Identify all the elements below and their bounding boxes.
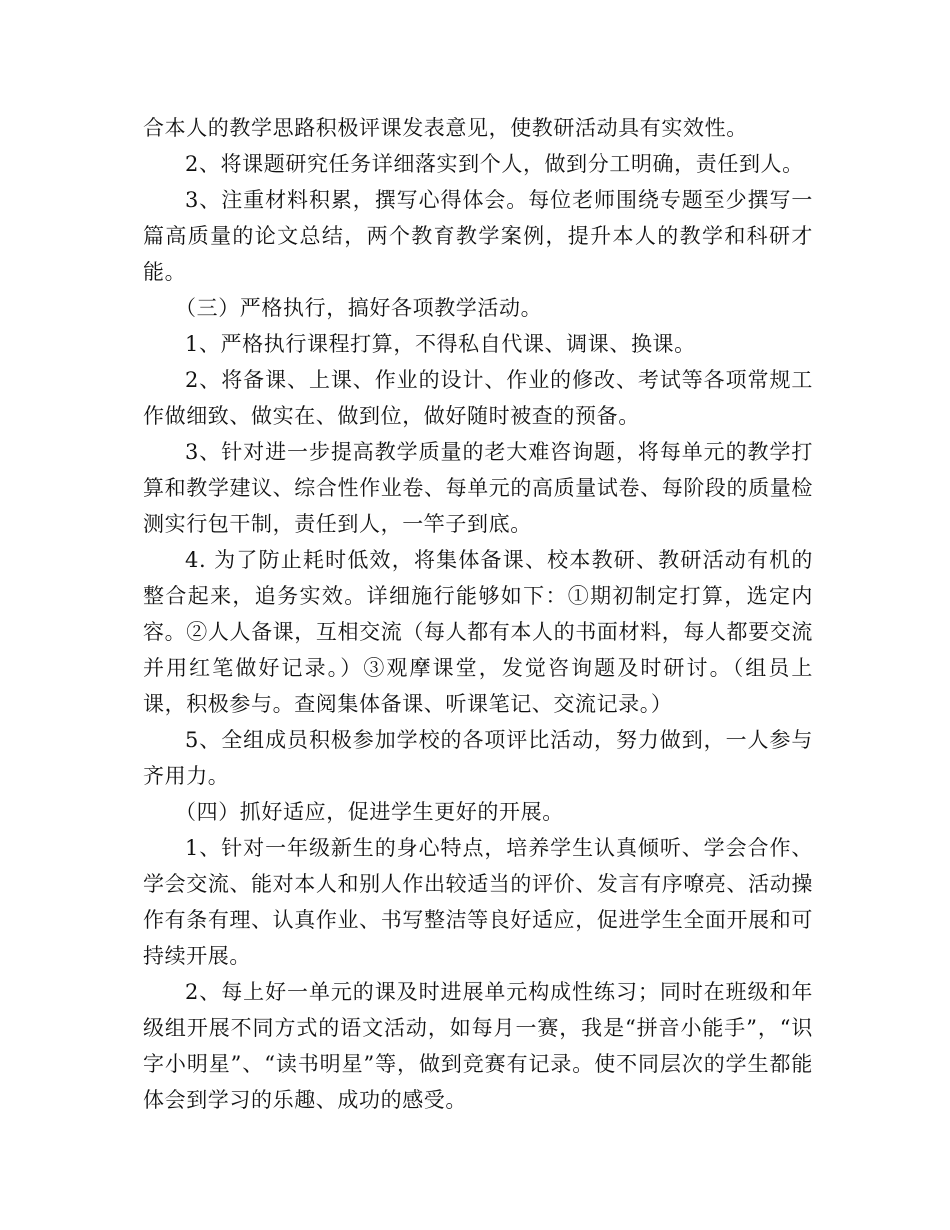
list-item-3: 3、针对进一步提高教学质量的老大难咨询题，将每单元的教学打算和教学建议、综合性作业卷、每单元的高质量试卷、每阶段的质量检测实行包干制，责任到人，一竿子到底。 xyxy=(143,440,813,536)
list-item-2: 2、将课题研究任务详细落实到个人，做到分工明确，责任到人。 xyxy=(185,152,804,176)
list-item-2: 2、将备课、上课、作业的设计、作业的修改、考试等各项常规工作做细致、做实在、做到位，做好随时被查的预备。 xyxy=(143,368,813,428)
paragraph-continuation: 合本人的教学思路积极评课发表意见，使教研活动具有实效性。 xyxy=(143,116,748,140)
document-body xyxy=(143,110,813,1118)
list-item-1: 1、针对一年级新生的身心特点，培养学生认真倾听、学会合作、学会交流、能对本人和别人作出较适当的评价、发言有序嘹亮、活动操作有条有理、认真作业、书写整洁等良好适应，促进学生全面开展和可持续开展。 xyxy=(143,836,813,968)
list-item-4: 4. 为了防止耗时低效，将集体备课、校本教研、教研活动有机的整合起来，追务实效。详细施行能够如下：①期初制定打算，选定内容。②人人备课，互相交流（每人都有本人的书面材料，每人都要交流并用红笔做好记录。）③观摩课堂，发觉咨询题及时研讨。（组员上课，积极参与。查阅集体备课、听课笔记、交流记录。） xyxy=(143,548,813,716)
list-item-2: 2、每上好一单元的课及时进展单元构成性练习；同时在班级和年级组开展不同方式的语文活动，如每月一赛，我是“拼音小能手”，“识字小明星”、“读书明星”等，做到竞赛有记录。使不同层次的学生都能体会到学习的乐趣、成功的感受。 xyxy=(143,980,813,1112)
list-item-3: 3、注重材料积累，撰写心得体会。每位老师围绕专题至少撰写一篇高质量的论文总结，两个教育教学案例，提升本人的教学和科研才能。 xyxy=(143,188,813,284)
list-item-1: 1、严格执行课程打算，不得私自代课、调课、换课。 xyxy=(185,332,696,356)
section-heading-4: （四）抓好适应，促进学生更好的开展。 xyxy=(175,800,564,824)
section-heading-3: （三）严格执行，搞好各项教学活动。 xyxy=(175,296,543,320)
list-item-5: 5、全组成员积极参加学校的各项评比活动，努力做到，一人参与齐用力。 xyxy=(143,728,813,788)
